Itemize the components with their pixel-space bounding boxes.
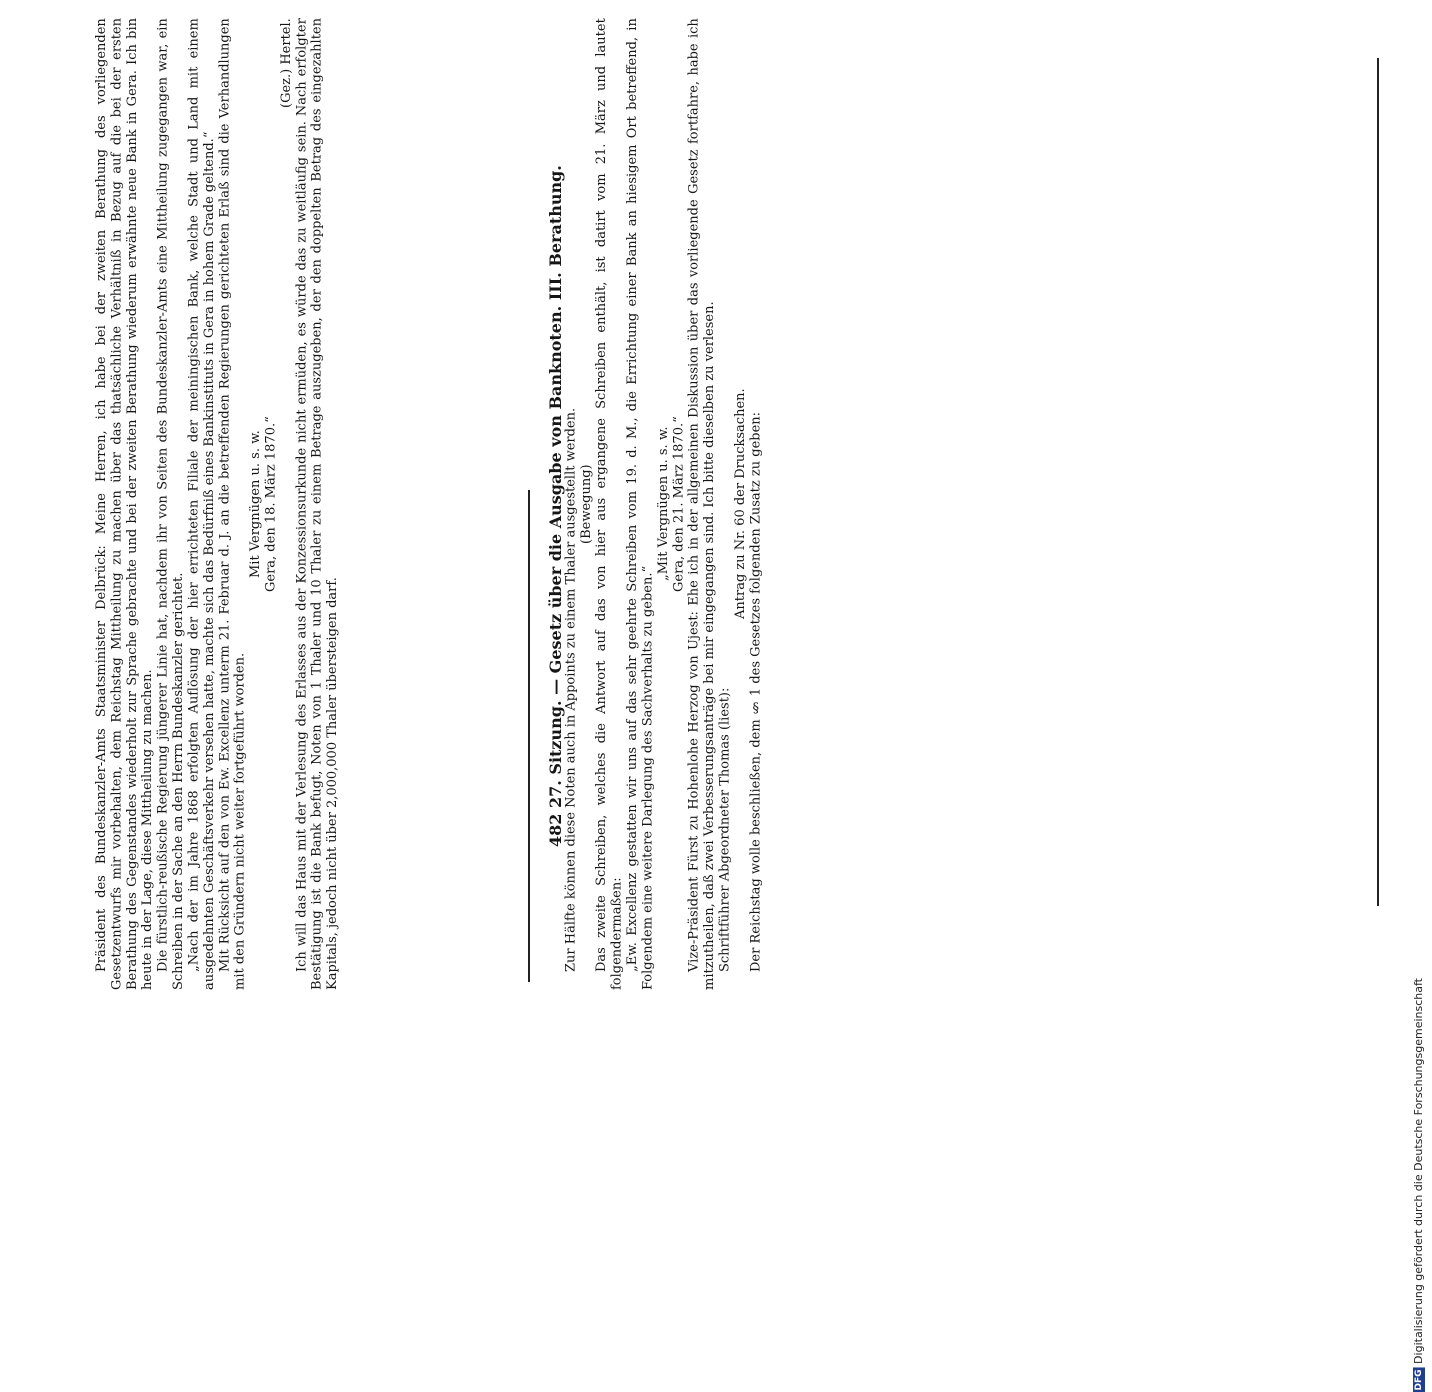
- paragraph: Ich will das Haus mit der Verlesung des Erlasses aus der Konzessionsurkunde nicht ermüden, es würde das zu weitläufig sein. Nach erfolgter Bestätigung ist die Bank befugt, Noten von 1 Thaler und 10 Thaler zu einem Betrage auszugeben, der den doppelten Betrag des eingezahlten Kapitals, jedoch nicht über 2,000,000 Thaler übersteigen darf.: [294, 18, 341, 990]
- letter-signature: (Gez.) Hertel.: [278, 18, 294, 108]
- page-header-title: 27. Sitzung. — Gesetz über die Ausgabe von Banknoten. III. Berathung.: [546, 165, 565, 808]
- page-number: 482: [546, 813, 565, 847]
- secretary-line: Schriftführer Abgeordneter Thomas (liest):: [717, 687, 733, 972]
- speech-paragraph: Vize-Präsident Fürst zu Hohenlohe Herzog von Ujest: Ehe ich in der allgemeinen Diskussion über das vorliegende Gesetz fortfahre, habe ich mitzutheilen, daß zwei Verbesserungsanträge bei mir eingegangen sind. Ich bitte dieselben zu verlesen.: [686, 18, 718, 990]
- letter-closing: „Mit Vergnügen u. s. w.: [655, 426, 671, 582]
- letter-paragraph: „Ew. Excellenz gestatten wir uns auf das sehr geehrte Schreiben vom 19. d. M., die Errichtung einer Bank an hiesigem Ort betreffend, in Folgendem eine weitere Darlegung des Sachverhalts zu geben.“: [625, 18, 656, 990]
- letter-paragraph: „Nach der im Jahre 1868 erfolgten Auflösung der hier errichteten Filiale der meiningischen Bank, welche Stadt und Land mit einem ausgedehnten Geschäftsverkehr versehen hatte, machte sich das Bedürfniß eines Bankinstituts in Gera in hohem Grade geltend.“: [186, 18, 217, 990]
- digitization-credit: [1412, 978, 1429, 1392]
- letter-date: Gera, den 18. März 1870.“: [263, 416, 279, 592]
- amendment-text: Der Reichstag wolle beschließen, dem § 1 des Gesetzes folgenden Zusatz zu geben:: [748, 411, 764, 972]
- stage-direction: (Bewegung): [578, 464, 594, 544]
- column-separator: [528, 490, 530, 982]
- letter-closing: Mit Vergnügen u. s. w.: [248, 430, 264, 578]
- letter-date: Gera, den 21. März 1870.“: [671, 416, 687, 592]
- paragraph: Die fürstlich-reußische Regierung jüngerer Linie hat, nachdem ihr von Seiten des Bundeskanzler-Amts eine Mittheilung zugegangen war, ein Schreiben in der Sache an den Herrn Bundeskanzler gerichtet.: [155, 18, 187, 990]
- letter-paragraph: Mit Rücksicht auf den von Ew. Excellenz unterm 21. Februar d. J. an die betreffenden Regierungen gerichteten Erlaß sind die Verhandlungen mit den Gründern nicht weiter fortgeführt worden.: [217, 18, 248, 990]
- paragraph: Das zweite Schreiben, welches die Antwort auf das von hier aus ergangene Schreiben enthält, ist datirt vom 21. März und lautet folgendermaßen:: [594, 18, 625, 990]
- dfg-logo: DFG: [1414, 1369, 1424, 1391]
- paragraph: Zur Hälfte können diese Noten auch in Appoints zu einem Thaler ausgestellt werden.: [563, 407, 579, 972]
- speech-paragraph: Präsident des Bundeskanzler-Amts Staatsminister Delbrück: Meine Herren, ich habe bei der zweiten Berathung des vorliegenden Gesetzentwurfs mir vorbehalten, dem Reichstag Mittheilung zu machen über das thatsächliche Verhältniß in Bezug auf die bei der ersten Berathung des Gegenstandes wiederholt zur Sprache gebrachte und bei der zweiten Berathung wiederum erwähnte neue Bank in Gera. Ich bin heute in der Lage, diese Mittheilung zu machen.: [94, 18, 156, 990]
- credit-text: Digitalisierung gefördert durch die Deutsche Forschungsgemeinschaft: [1412, 978, 1425, 1364]
- left-column: [94, 10, 528, 990]
- right-column: [548, 10, 1374, 990]
- header-rule: [1377, 58, 1379, 906]
- page-header: [548, 22, 563, 990]
- amendment-title: Antrag zu Nr. 60 der Drucksachen.: [732, 388, 748, 620]
